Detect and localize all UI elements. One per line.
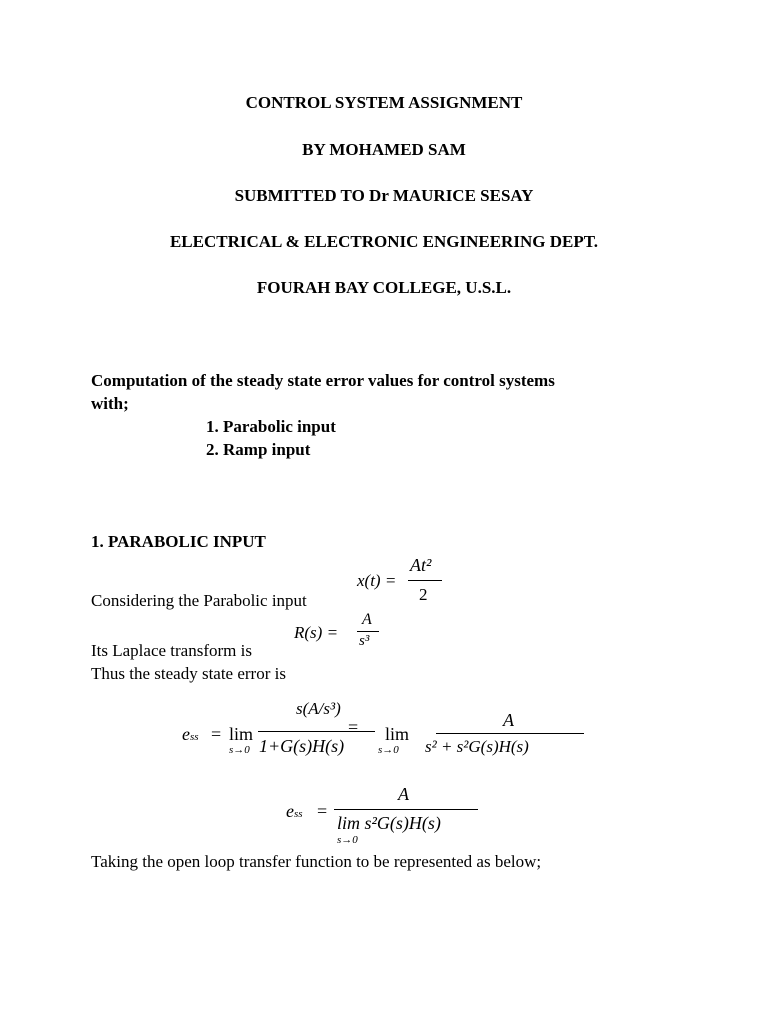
xt-denominator: 2 <box>419 585 428 604</box>
xt-fraction-bar <box>408 580 442 581</box>
lim-1: lim <box>229 724 254 744</box>
paragraph-open-loop: Taking the open loop transfer function to be represented as below; <box>91 852 542 871</box>
frac2-bar <box>436 733 584 734</box>
ess-symbol-2: ess <box>286 801 303 821</box>
intro-line-2: with; <box>91 394 129 413</box>
college-line: FOURAH BAY COLLEGE, U.S.L. <box>256 278 512 297</box>
rs-fraction-bar <box>357 631 379 632</box>
ess-symbol-1: ess <box>182 724 199 744</box>
frac2-numerator: A <box>503 710 514 730</box>
intro-item-1: 1. Parabolic input <box>206 417 336 436</box>
section-heading: 1. PARABOLIC INPUT <box>91 532 266 551</box>
equals-2: = <box>348 717 359 737</box>
xt-numerator: At² <box>410 555 432 575</box>
lim-1-sub: s→0 <box>229 744 250 756</box>
frac1-denominator: 1+G(s)H(s) <box>259 736 345 756</box>
department-line: ELECTRICAL & ELECTRONIC ENGINEERING DEPT. <box>169 232 599 251</box>
paragraph-laplace: Its Laplace transform is <box>91 641 252 660</box>
author-line: BY MOHAMED SAM <box>302 140 466 159</box>
equals-1: = <box>211 724 222 744</box>
lim-2: lim <box>385 724 410 744</box>
paragraph-parabolic-input: Considering the Parabolic input <box>91 591 307 610</box>
submitted-line: SUBMITTED TO Dr MAURICE SESAY <box>234 186 534 205</box>
frac3-bar <box>334 809 478 810</box>
rs-lhs: R(s) = <box>294 623 339 642</box>
frac3-denominator: lim s²G(s)H(s) <box>337 813 441 833</box>
assignment-title: CONTROL SYSTEM ASSIGNMENT <box>245 93 523 112</box>
frac1-numerator: s(A/s³) <box>296 699 341 718</box>
rs-denominator: s³ <box>359 633 370 649</box>
xt-lhs: x(t) = <box>357 571 397 590</box>
intro-line-1: Computation of the steady state error values for control systems <box>91 371 555 390</box>
frac3-denominator-sub: s→0 <box>337 834 358 846</box>
frac2-denominator: s² + s²G(s)H(s) <box>425 737 529 756</box>
rs-numerator: A <box>362 611 372 628</box>
frac3-numerator: A <box>398 784 409 804</box>
intro-item-2: 2. Ramp input <box>206 440 311 459</box>
equals-3: = <box>317 801 328 821</box>
lim-2-sub: s→0 <box>378 744 399 756</box>
paragraph-steady-state: Thus the steady state error is <box>91 664 286 683</box>
